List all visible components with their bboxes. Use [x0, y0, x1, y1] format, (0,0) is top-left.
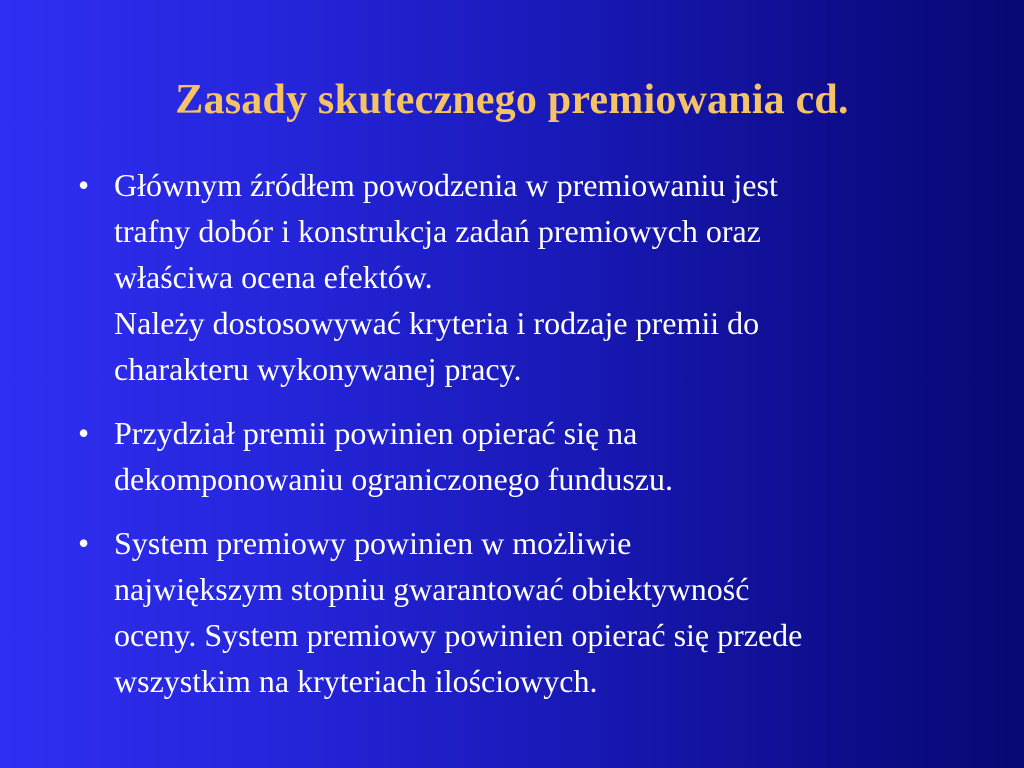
bullet-text: Należy dostosowywać kryteria i rodzaje premii do charakteru wykonywanej pracy.	[114, 305, 760, 387]
bullet-text: Przydział premii powinien opierać się na dekomponowaniu ograniczonego funduszu.	[114, 415, 673, 497]
bullet-text: Głównym źródłem powodzenia w premiowaniu jest trafny dobór i konstrukcja zadań premiowych oraz właściwa ocena efektów.	[114, 167, 778, 295]
bullet-dot-icon: •	[78, 167, 90, 203]
bullet-dot-icon: •	[78, 415, 90, 451]
bullet-dot-icon: •	[78, 525, 90, 561]
bullet-item	[78, 162, 998, 392]
bullet-item	[78, 410, 998, 502]
slide-title: Zasady skutecznego premiowania cd.	[175, 77, 849, 123]
bullet-text: System premiowy powinien w możliwie największym stopniu gwarantować obiektywność oceny. System premiowy powinien opierać się przede wszystkim na kryteriach ilościowych.	[114, 525, 803, 699]
bullet-item	[78, 520, 998, 704]
bullet-list	[78, 162, 998, 722]
